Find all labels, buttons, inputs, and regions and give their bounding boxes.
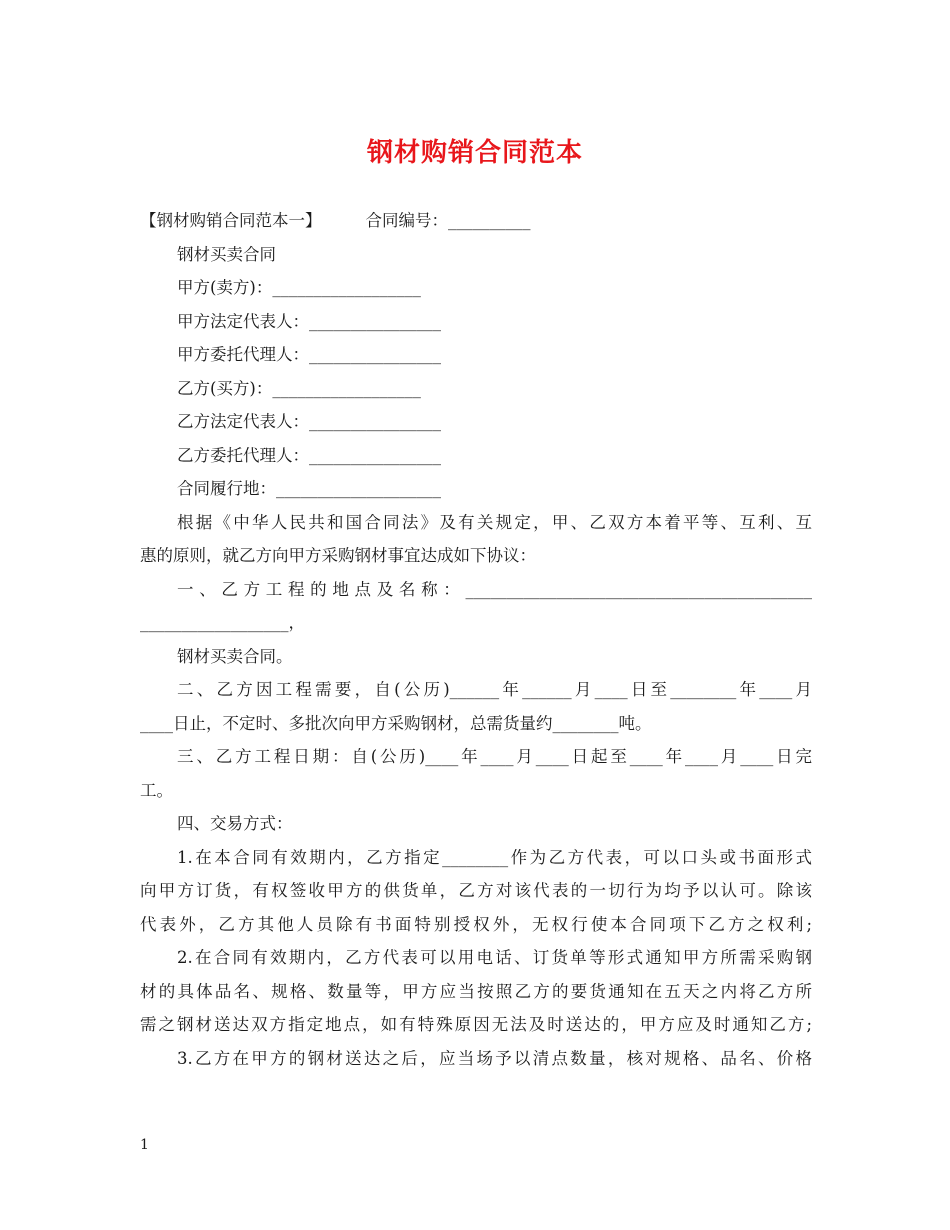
item2-line-2: ____日止，不定时、多批次向甲方采购钢材，总需货量约________吨。: [140, 713, 652, 733]
header-line: [140, 204, 812, 238]
party-a: 甲方(卖方)：__________________: [177, 278, 421, 297]
party-a-agent: 甲方委托代理人：________________: [177, 345, 441, 364]
item3-line-1: 三、乙方工程日期：自(公历)____年____月____日起至____年____月____日完: [177, 747, 812, 766]
intro-line-2: 惠的原则，就乙方向甲方采购钢材事宜达成如下协议：: [140, 546, 536, 565]
doc-name: 钢材买卖合同: [177, 244, 276, 264]
contract-number: 合同编号：__________: [365, 211, 531, 230]
party-a-legal: 甲方法定代表人：________________: [177, 311, 441, 331]
item4-heading: 四、交易方式：: [177, 814, 293, 833]
party-b: 乙方(买方)：__________________: [177, 378, 421, 398]
section-label: 【钢材购销合同范本一】: [140, 211, 322, 230]
party-b-legal: 乙方法定代表人：________________: [177, 412, 441, 431]
item4-3-line-1: 3.乙方在甲方的钢材送达之后，应当场予以清点数量，核对规格、品名、价格: [177, 1048, 812, 1068]
item4-1-line-3: 代表外，乙方其他人员除有书面特别授权外，无权行使本合同项下乙方之权利;: [140, 914, 812, 934]
item1-line-2: __________________，: [140, 613, 305, 632]
item1-line-1: 一、乙方工程的地点及名称：__________________________________________: [177, 579, 812, 599]
party-b-agent: 乙方委托代理人：________________: [177, 445, 441, 465]
document-body: [140, 204, 812, 1075]
item4-1-line-1: 1.在本合同有效期内，乙方指定________作为乙方代表，可以口头或书面形式: [177, 847, 812, 867]
item2-line-1: 二、乙方因工程需要，自(公历)______年______月____日至________年____月: [177, 680, 812, 699]
item4-2-line-2: 材的具体品名、规格、数量等，甲方应当按照乙方的要货通知在五天之内将乙方所: [140, 981, 812, 1001]
doc-name-2: 钢材买卖合同。: [177, 646, 293, 666]
item3-line-2: 工。: [140, 780, 173, 800]
item4-2-line-1: 2.在合同有效期内，乙方代表可以用电话、订货单等形式通知甲方所需采购钢: [177, 948, 812, 967]
item4-2-line-3: 需之钢材送达双方指定地点，如有特殊原因无法及时送达的，甲方应及时通知乙方;: [140, 1015, 812, 1034]
page-number: 1: [140, 1137, 149, 1153]
document-title: 钢材购销合同范本: [366, 138, 583, 168]
performance-place: 合同履行地：____________________: [177, 479, 441, 498]
intro-line-1: 根据《中华人民共和国合同法》及有关规定，甲、乙双方本着平等、互利、互: [177, 512, 812, 532]
item4-1-line-2: 向甲方订货，有权签收甲方的供货单，乙方对该代表的一切行为均予以认可。除该: [140, 881, 812, 900]
